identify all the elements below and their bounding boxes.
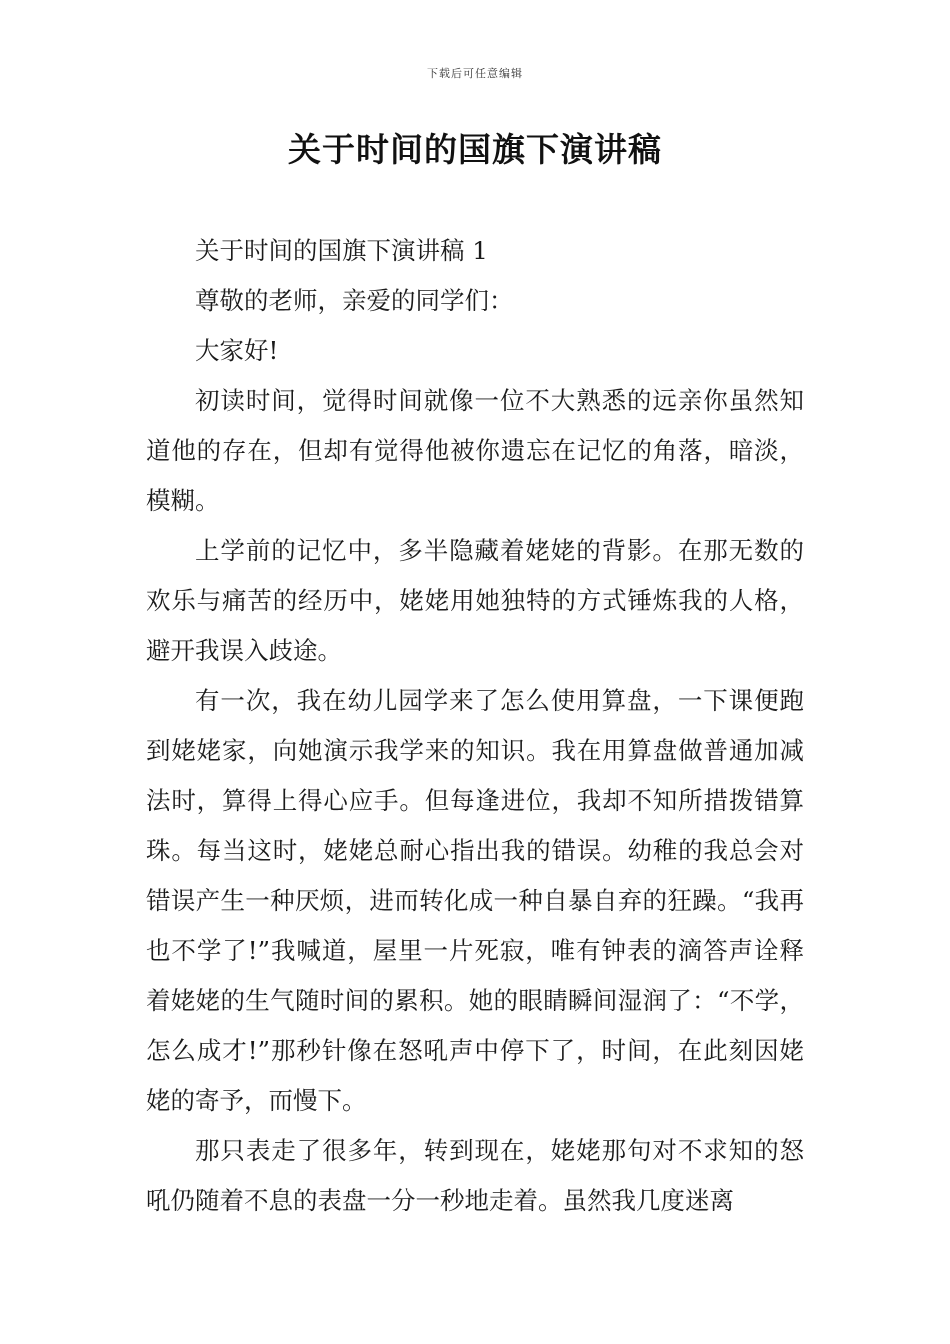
paragraph: 初读时间，觉得时间就像一位不大熟悉的远亲你虽然知道他的存在，但却有觉得他被你遗忘在记忆的角落，暗淡，模糊。 [146, 386, 804, 515]
paragraph: 有一次，我在幼儿园学来了怎么使用算盘，一下课便跑到姥姥家，向她演示我学来的知识。我在用算盘做普通加减法时，算得上得心应手。但每逢进位，我却不知所措拨错算珠。每当这时，姥姥总耐心指出我的错误。幼稚的我总会对错误产生一种厌烦，进而转化成一种自暴自弃的狂躁。“我再也不学了!”我喊道，屋里一片死寂，唯有钟表的滴答声诠释着姥姥的生气随时间的累积。她的眼睛瞬间湿润了：“不学，怎么成才!”那秒针像在怒吼声中停下了，时间，在此刻因姥姥的寄予，而慢下。 [146, 686, 804, 1115]
paragraph-salutation: 尊敬的老师，亲爱的同学们： [195, 286, 514, 315]
paragraph-heading: 关于时间的国旗下演讲稿 1 [195, 236, 488, 265]
header-note: 下载后可任意编辑 [427, 67, 523, 80]
document-body [146, 226, 804, 1226]
paragraph-greeting: 大家好! [195, 336, 279, 365]
paragraph: 上学前的记忆中，多半隐藏着姥姥的背影。在那无数的欢乐与痛苦的经历中，姥姥用她独特的方式锤炼我的人格，避开我误入歧途。 [146, 536, 804, 665]
paragraph: 那只表走了很多年，转到现在，姥姥那句对不求知的怒吼仍随着不息的表盘一分一秒地走着。虽然我几度迷离 [146, 1136, 804, 1215]
document-title: 关于时间的国旗下演讲稿 [288, 130, 662, 169]
